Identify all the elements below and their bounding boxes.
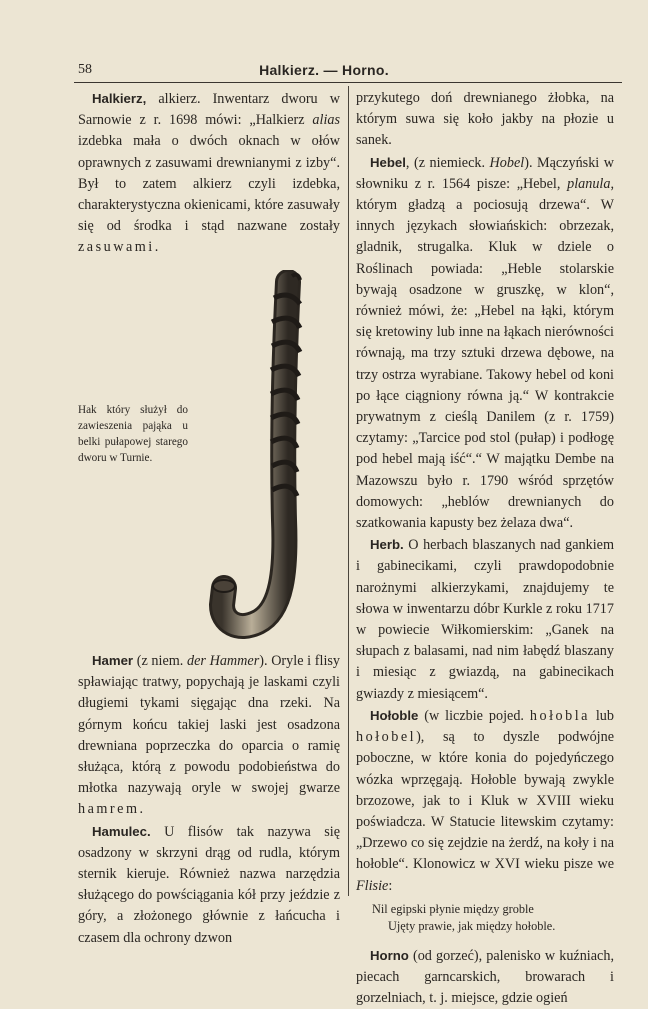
entry-hamulec: Hamulec. U flisów tak nazywa się osadzony w skrzyni drąg od rudla, którym sternik kieruje. Również nazwa narzędzia służącego do powściągania kół przy jeździe z góry, a złożonego głównie z łańcucha i czasem dla ochrony dzwon — [78, 823, 340, 946]
poem-line-1: Nil egipski płynie między groble — [372, 901, 534, 916]
entry-herb: Herb. O herbach blaszanych nad gankiem i gabinecikami, czyli prawdopodobnie narożnymi alkierzykami, znajdujemy te słowa w inwentarzu dóbr Kurkle z roku 1717 w powiecie Wiłkomierskim: „Ganek na słupach z balasami, nad nim łabędź blaszany i miesiąc z gwiazdą, na gabinecikach gwiazdy z miesiącem“. — [356, 537, 614, 702]
headword-hamer: Hamer — [92, 653, 134, 668]
headword-holoble: Hołoble — [370, 707, 419, 723]
continuation-text: przykutego doń drewnianego żłobka, na którym suwa się koło jakby na płozie u sanek. — [356, 90, 614, 149]
running-head: Halkierz. — Horno. — [259, 62, 389, 78]
header-rule — [74, 82, 622, 83]
page-number: 58 — [78, 62, 92, 77]
left-lower-block — [78, 650, 340, 949]
poem-line-2: Ujęty prawie, jak między hołoble. — [388, 918, 556, 933]
headword-halkierz: Halkierz, — [92, 91, 147, 106]
figure-caption: Hak który służył do zawieszenia pająka u belki pułapowej starego dworu w Turnie. — [78, 404, 188, 464]
headword-horno: Horno — [370, 947, 409, 963]
hook-illustration — [200, 270, 330, 650]
headword-herb: Herb. — [370, 537, 404, 553]
entry-horno: Horno (od gorzeć), palenisko w kuźniach, piecach garncarskich, browarach i gorzelniach, t. j. miejsce, gdzie ogień — [356, 947, 614, 1007]
entry-halkierz-text: Halkierz, alkierz. Inwentarz dworu w Sarnowie z r. 1698 mówi: „Halkierz alias izdebka mała o dwóch oknach w ołów oprawnych z zasuwami drewnianymi z izby“. Był to zatem alkierz czyli izdebka, charakterystyczna okienicami, które zasuwały się od środka i stąd nazwane zostały zasuwami. — [78, 91, 340, 256]
column-divider — [348, 86, 349, 896]
entry-holoble: Hołoble (w liczbie pojed. hołobla lub hołobel), są to dyszle podwójne poboczne, w które konia do pojedyńczego wózka wprzęgają. Hołoble bywają zwykle brzozowe, jak to i Kluk w XVIII wieku poświadcza. W Statucie litewskim czytamy: „Drzewo co się zejdzie na żerdź, na koły i na hołoble“. Klonowicz w XVI wieku pisze we Flisie: — [356, 707, 614, 894]
poem-quote — [356, 901, 614, 935]
right-column — [356, 88, 614, 1009]
entry-hamer: Hamer (z niem. der Hammer). Oryle i flisy spławiając tratwy, popychają je laskami czyli długiemi tykami sięgając dna rzeki. Na górnym końcu takiej laski jest osadzona drewniana poprzeczka do oparcia o ramię służąca, którą z powodu podobieństwa do młotka nazywają oryle w swojej gwarze hamrem. — [78, 653, 340, 818]
headword-hamulec: Hamulec. — [92, 823, 151, 839]
headword-hebel: Hebel — [370, 154, 406, 170]
entry-halkierz — [78, 88, 340, 259]
entry-hebel: Hebel, (z niemieck. Hobel). Mączyński w słowniku z r. 1564 pisze: „Hebel, planula, którym gładzą a pociosują drzewa“. W innych językach słowiańskich: obrzezak, gladnik, strugalka. Kluk w dziele o Roślinach powiada: „Heble stolarskie bywają osadzone w gruszkę, w klon“, również mówi, że: „Hebel na łąki, którym się kretowiny lub inne na łąkach nierówności równają, ma trzy sztuki drzewa dębowe, na trzy ostrza wyrabiane. Takowy hebel od koni po łące ciągniony równa ją.“ W kontrakcie prywatnym z cieślą Danilem (z r. 1759) czytamy: „Tarcice pod stol (pułap) i podłogę pod hebel mają iść“.“ W majątku Dembe na Mazowszu było r. 1790 wśród sprzętów domowych: „heblów drewnianych do szatkowania kapusty bez żelaza dwa“. — [356, 154, 614, 532]
